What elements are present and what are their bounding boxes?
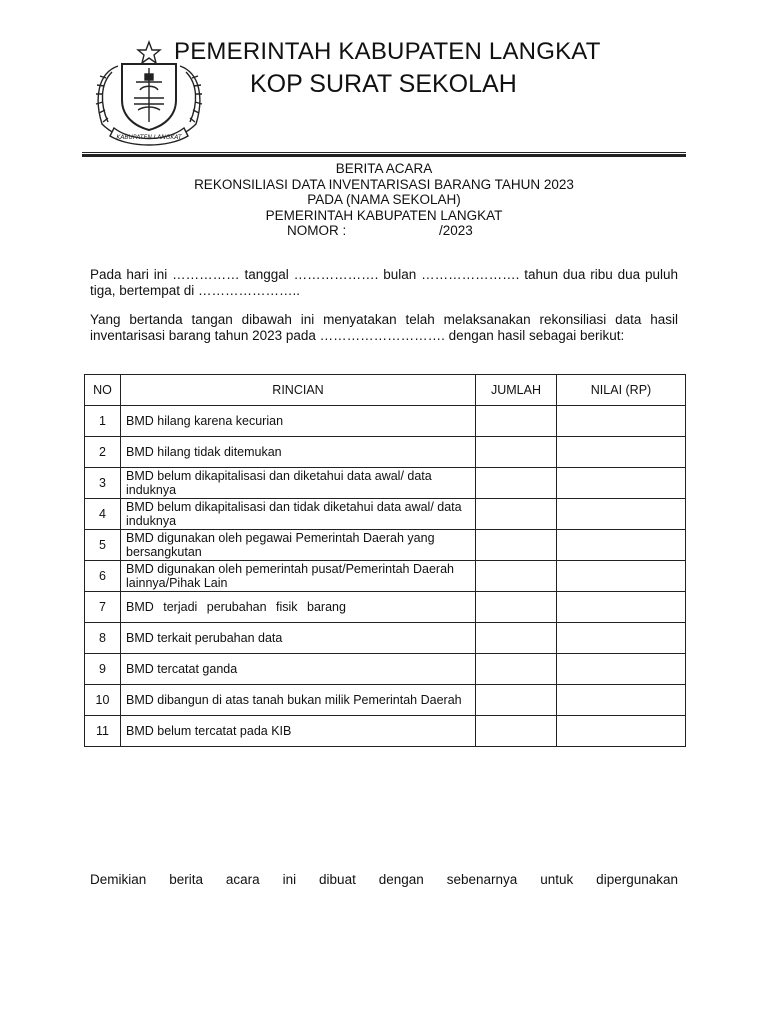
- logo-banner-text: KABUPATEN LANGKAT: [116, 134, 182, 141]
- title-rekonsiliasi: REKONSILIASI DATA INVENTARISASI BARANG TAHUN 2023: [194, 176, 574, 192]
- header-rincian: RINCIAN: [121, 375, 476, 406]
- nilai-cell[interactable]: [557, 623, 686, 654]
- jumlah-cell[interactable]: [476, 437, 557, 468]
- paragraph-closing: Demikian berita acara ini dibuat dengan sebenarnya untuk dipergunakan: [90, 872, 678, 887]
- jumlah-cell[interactable]: [476, 499, 557, 530]
- row-rincian: BMD digunakan oleh pemerintah pusat/Pemerintah Daerah lainnya/Pihak Lain: [121, 561, 476, 592]
- row-number: 5: [85, 530, 121, 561]
- row-number: 2: [85, 437, 121, 468]
- nomor-line: [82, 223, 686, 239]
- row-number: 3: [85, 468, 121, 499]
- jumlah-cell[interactable]: [476, 468, 557, 499]
- nilai-cell[interactable]: [557, 592, 686, 623]
- table-header-row: [85, 375, 686, 406]
- row-number: 6: [85, 561, 121, 592]
- table-row: [85, 623, 686, 654]
- title-berita-acara: BERITA ACARA: [335, 161, 433, 176]
- row-number: 9: [85, 654, 121, 685]
- row-rincian: BMD tercatat ganda: [121, 654, 476, 685]
- row-rincian: BMD hilang tidak ditemukan: [121, 437, 476, 468]
- nilai-cell[interactable]: [557, 406, 686, 437]
- paragraph-statement: Yang bertanda tangan dibawah ini menyatakan telah melaksanakan rekonsiliasi data hasil inventarisasi barang tahun 2023 pada ………………………. dengan hasil sebagai berikut:: [90, 312, 678, 343]
- row-rincian: BMD dibangun di atas tanah bukan milik Pemerintah Daerah: [121, 685, 476, 716]
- nilai-cell[interactable]: [557, 437, 686, 468]
- header-jumlah: JUMLAH: [476, 375, 557, 406]
- paragraph-opening: Pada hari ini …………… tanggal ………………. bulan …………………. tahun dua ribu dua puluh tiga, bertempat di …………………..: [90, 267, 678, 298]
- row-rincian: BMD digunakan oleh pegawai Pemerintah Daerah yang bersangkutan: [121, 530, 476, 561]
- row-number: 8: [85, 623, 121, 654]
- table-row: [85, 530, 686, 561]
- jumlah-cell[interactable]: [476, 530, 557, 561]
- nilai-cell[interactable]: [557, 685, 686, 716]
- row-number: 4: [85, 499, 121, 530]
- row-rincian: BMD hilang karena kecurian: [121, 406, 476, 437]
- jumlah-cell[interactable]: [476, 561, 557, 592]
- table-row: [85, 592, 686, 623]
- row-rincian: BMD terjadi perubahan fisik barang: [121, 592, 476, 623]
- nomor-label: NOMOR :: [287, 223, 347, 238]
- table-row: [85, 499, 686, 530]
- nilai-cell[interactable]: [557, 468, 686, 499]
- letterhead-rule-thick: [82, 154, 686, 157]
- jumlah-cell[interactable]: [476, 623, 557, 654]
- nilai-cell[interactable]: [557, 561, 686, 592]
- table-row: [85, 716, 686, 747]
- table-row: [85, 561, 686, 592]
- jumlah-cell[interactable]: [476, 685, 557, 716]
- table-row: [85, 685, 686, 716]
- row-rincian: BMD terkait perubahan data: [121, 623, 476, 654]
- kop-school-title: KOP SURAT SEKOLAH: [250, 70, 517, 98]
- document-title-block: [82, 161, 686, 239]
- nilai-cell[interactable]: [557, 530, 686, 561]
- jumlah-cell[interactable]: [476, 654, 557, 685]
- row-number: 7: [85, 592, 121, 623]
- table-row: [85, 406, 686, 437]
- table-row: [85, 654, 686, 685]
- jumlah-cell[interactable]: [476, 716, 557, 747]
- row-rincian: BMD belum dikapitalisasi dan diketahui data awal/ data induknya: [121, 468, 476, 499]
- letterhead-rule-thin: [82, 152, 686, 153]
- title-pemerintah: PEMERINTAH KABUPATEN LANGKAT: [265, 207, 503, 223]
- header-no: NO: [85, 375, 121, 406]
- row-rincian: BMD belum tercatat pada KIB: [121, 716, 476, 747]
- jumlah-cell[interactable]: [476, 592, 557, 623]
- table-row: [85, 468, 686, 499]
- header-nilai: NILAI (RP): [557, 375, 686, 406]
- kop-government-name: PEMERINTAH KABUPATEN LANGKAT: [174, 38, 601, 65]
- jumlah-cell[interactable]: [476, 406, 557, 437]
- row-number: 11: [85, 716, 121, 747]
- reconciliation-table: [84, 374, 686, 747]
- title-nama-sekolah: PADA (NAMA SEKOLAH): [307, 192, 461, 207]
- row-number: 1: [85, 406, 121, 437]
- table-row: [85, 437, 686, 468]
- nilai-cell[interactable]: [557, 716, 686, 747]
- row-number: 10: [85, 685, 121, 716]
- nilai-cell[interactable]: [557, 499, 686, 530]
- row-rincian: BMD belum dikapitalisasi dan tidak diketahui data awal/ data induknya: [121, 499, 476, 530]
- nilai-cell[interactable]: [557, 654, 686, 685]
- nomor-year: /2023: [439, 223, 473, 238]
